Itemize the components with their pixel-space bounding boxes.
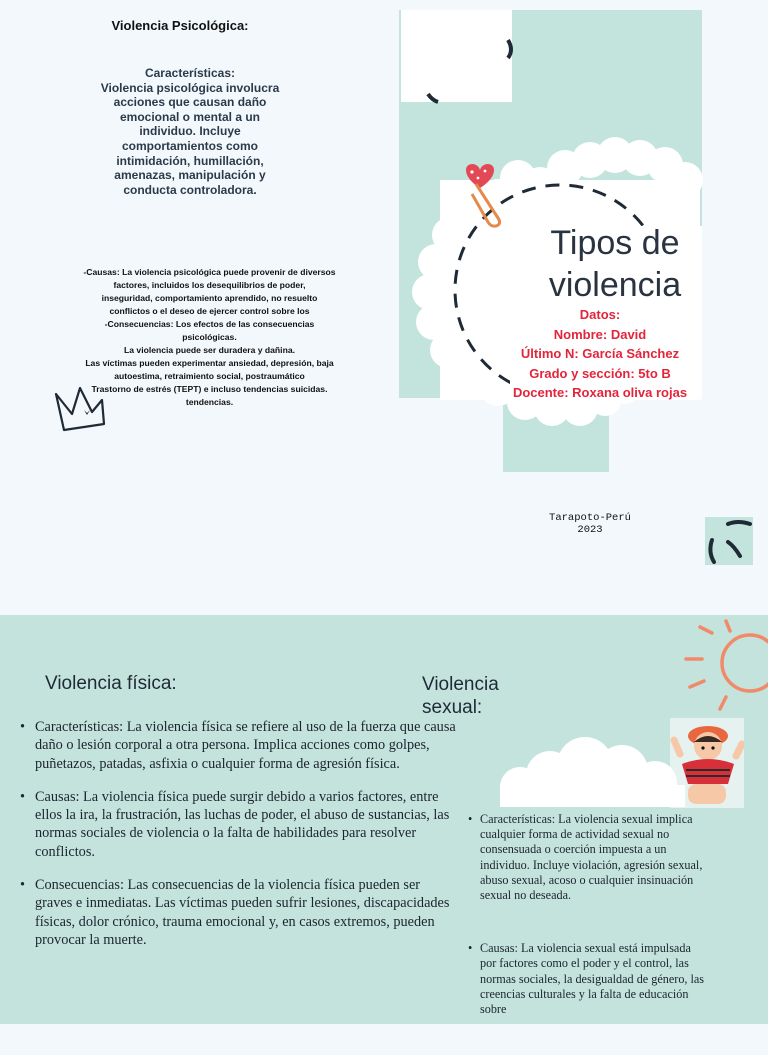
- cover-title-line2: violencia: [548, 266, 682, 304]
- datos-ultimo: Último N: García Sánchez: [520, 346, 680, 361]
- causas-line: Las víctimas pueden experimentar ansiedad, depresión, baja: [85, 358, 334, 368]
- cover-title: [520, 222, 710, 306]
- causas-line: inseguridad, comportamiento aprendido, no resuelto conflictos o el deseo de ejercer control sobre los: [101, 293, 318, 316]
- heart-paperclip-icon: [452, 158, 512, 228]
- datos-docente: Docente: Roxana oliva rojas: [512, 385, 688, 400]
- list-item: • Causas: La violencia sexual está impulsada por factores como el poder y el control, las normas sociales, la desigualdad de género, las creencias culturales y la falta de educación sobre: [468, 941, 708, 1017]
- crown-doodle-icon: [50, 380, 110, 440]
- fisica-list: [20, 718, 458, 964]
- causas-line: La violencia puede ser duradera y dañina.: [124, 345, 295, 355]
- causas-line: tendencias.: [185, 397, 234, 407]
- list-item: • Causas: La violencia física puede surgir debido a varios factores, entre ellos la ira, la frustración, las luchas de poder, el abuso de sustancias, las normas sociales de violencia o la falta de habilidades para resolver conflictos.: [20, 788, 458, 861]
- causas-line: -Causas: La violencia psicológica puede provenir de diversos factores, incluidos los desequilibrios de poder,: [83, 267, 336, 290]
- datos-grado: Grado y sección: 5to B: [529, 365, 671, 381]
- year: 2023: [577, 524, 603, 536]
- sexual-heading: Violencia sexual:: [422, 674, 499, 718]
- datos-block: [500, 305, 700, 403]
- city: Tarapoto-Perú: [549, 512, 631, 524]
- psicologica-heading: Violencia Psicológica:: [111, 18, 249, 33]
- bottom-cloud-icon: [490, 735, 690, 807]
- city-year: [530, 512, 650, 536]
- child-sticker-icon: [670, 718, 744, 808]
- cover-title-line1: Tipos de: [550, 224, 680, 262]
- psicologica-causas: [82, 266, 337, 409]
- caracteristicas-title: Características:: [144, 66, 236, 80]
- list-item: • Características: La violencia física se refiere al uso de la fuerza que causa daño o lesión corporal a otra persona. Implica acciones como golpes, puñetazos, patadas, asfixia o cualquier forma de agresión física.: [20, 718, 458, 773]
- sexual-list: [468, 812, 708, 1055]
- psicologica-caracteristicas: [90, 66, 290, 197]
- datos-nombre: Nombre: David: [553, 326, 647, 342]
- datos-label: Datos:: [579, 307, 621, 322]
- list-item: • Consecuencias: Las consecuencias de la violencia física pueden ser graves e inmediatas. Las víctimas pueden sufrir lesiones, discapacidades físicas, dolor crónico, trauma emocional y, en casos extremos, pueden provocar la muerte.: [20, 876, 458, 949]
- sun-icon: [680, 615, 768, 715]
- dash-marks-icon: [700, 512, 760, 572]
- causas-line: autoestima, retraimiento social, postraumático: [114, 371, 305, 381]
- caracteristicas-body: Violencia psicológica involucra acciones que causan daño emocional o mental a un individuo. Incluye comportamientos como intimidación, humillación, amenazas, manipulación y conducta controladora.: [100, 80, 280, 197]
- causas-line: -Consecuencias: Los efectos de las consecuencias psicológicas.: [104, 319, 315, 342]
- list-item: • Características: La violencia sexual implica cualquier forma de actividad sexual no consensuada o coerción impuesta a un individuo. Incluye violación, agresión sexual, abuso sexual, acoso o cualquier insinuación sexual no deseada.: [468, 812, 708, 903]
- causas-line: Trastorno de estrés (TEPT) e incluso tendencias suicidas.: [91, 384, 328, 394]
- fisica-heading: Violencia física:: [45, 673, 177, 694]
